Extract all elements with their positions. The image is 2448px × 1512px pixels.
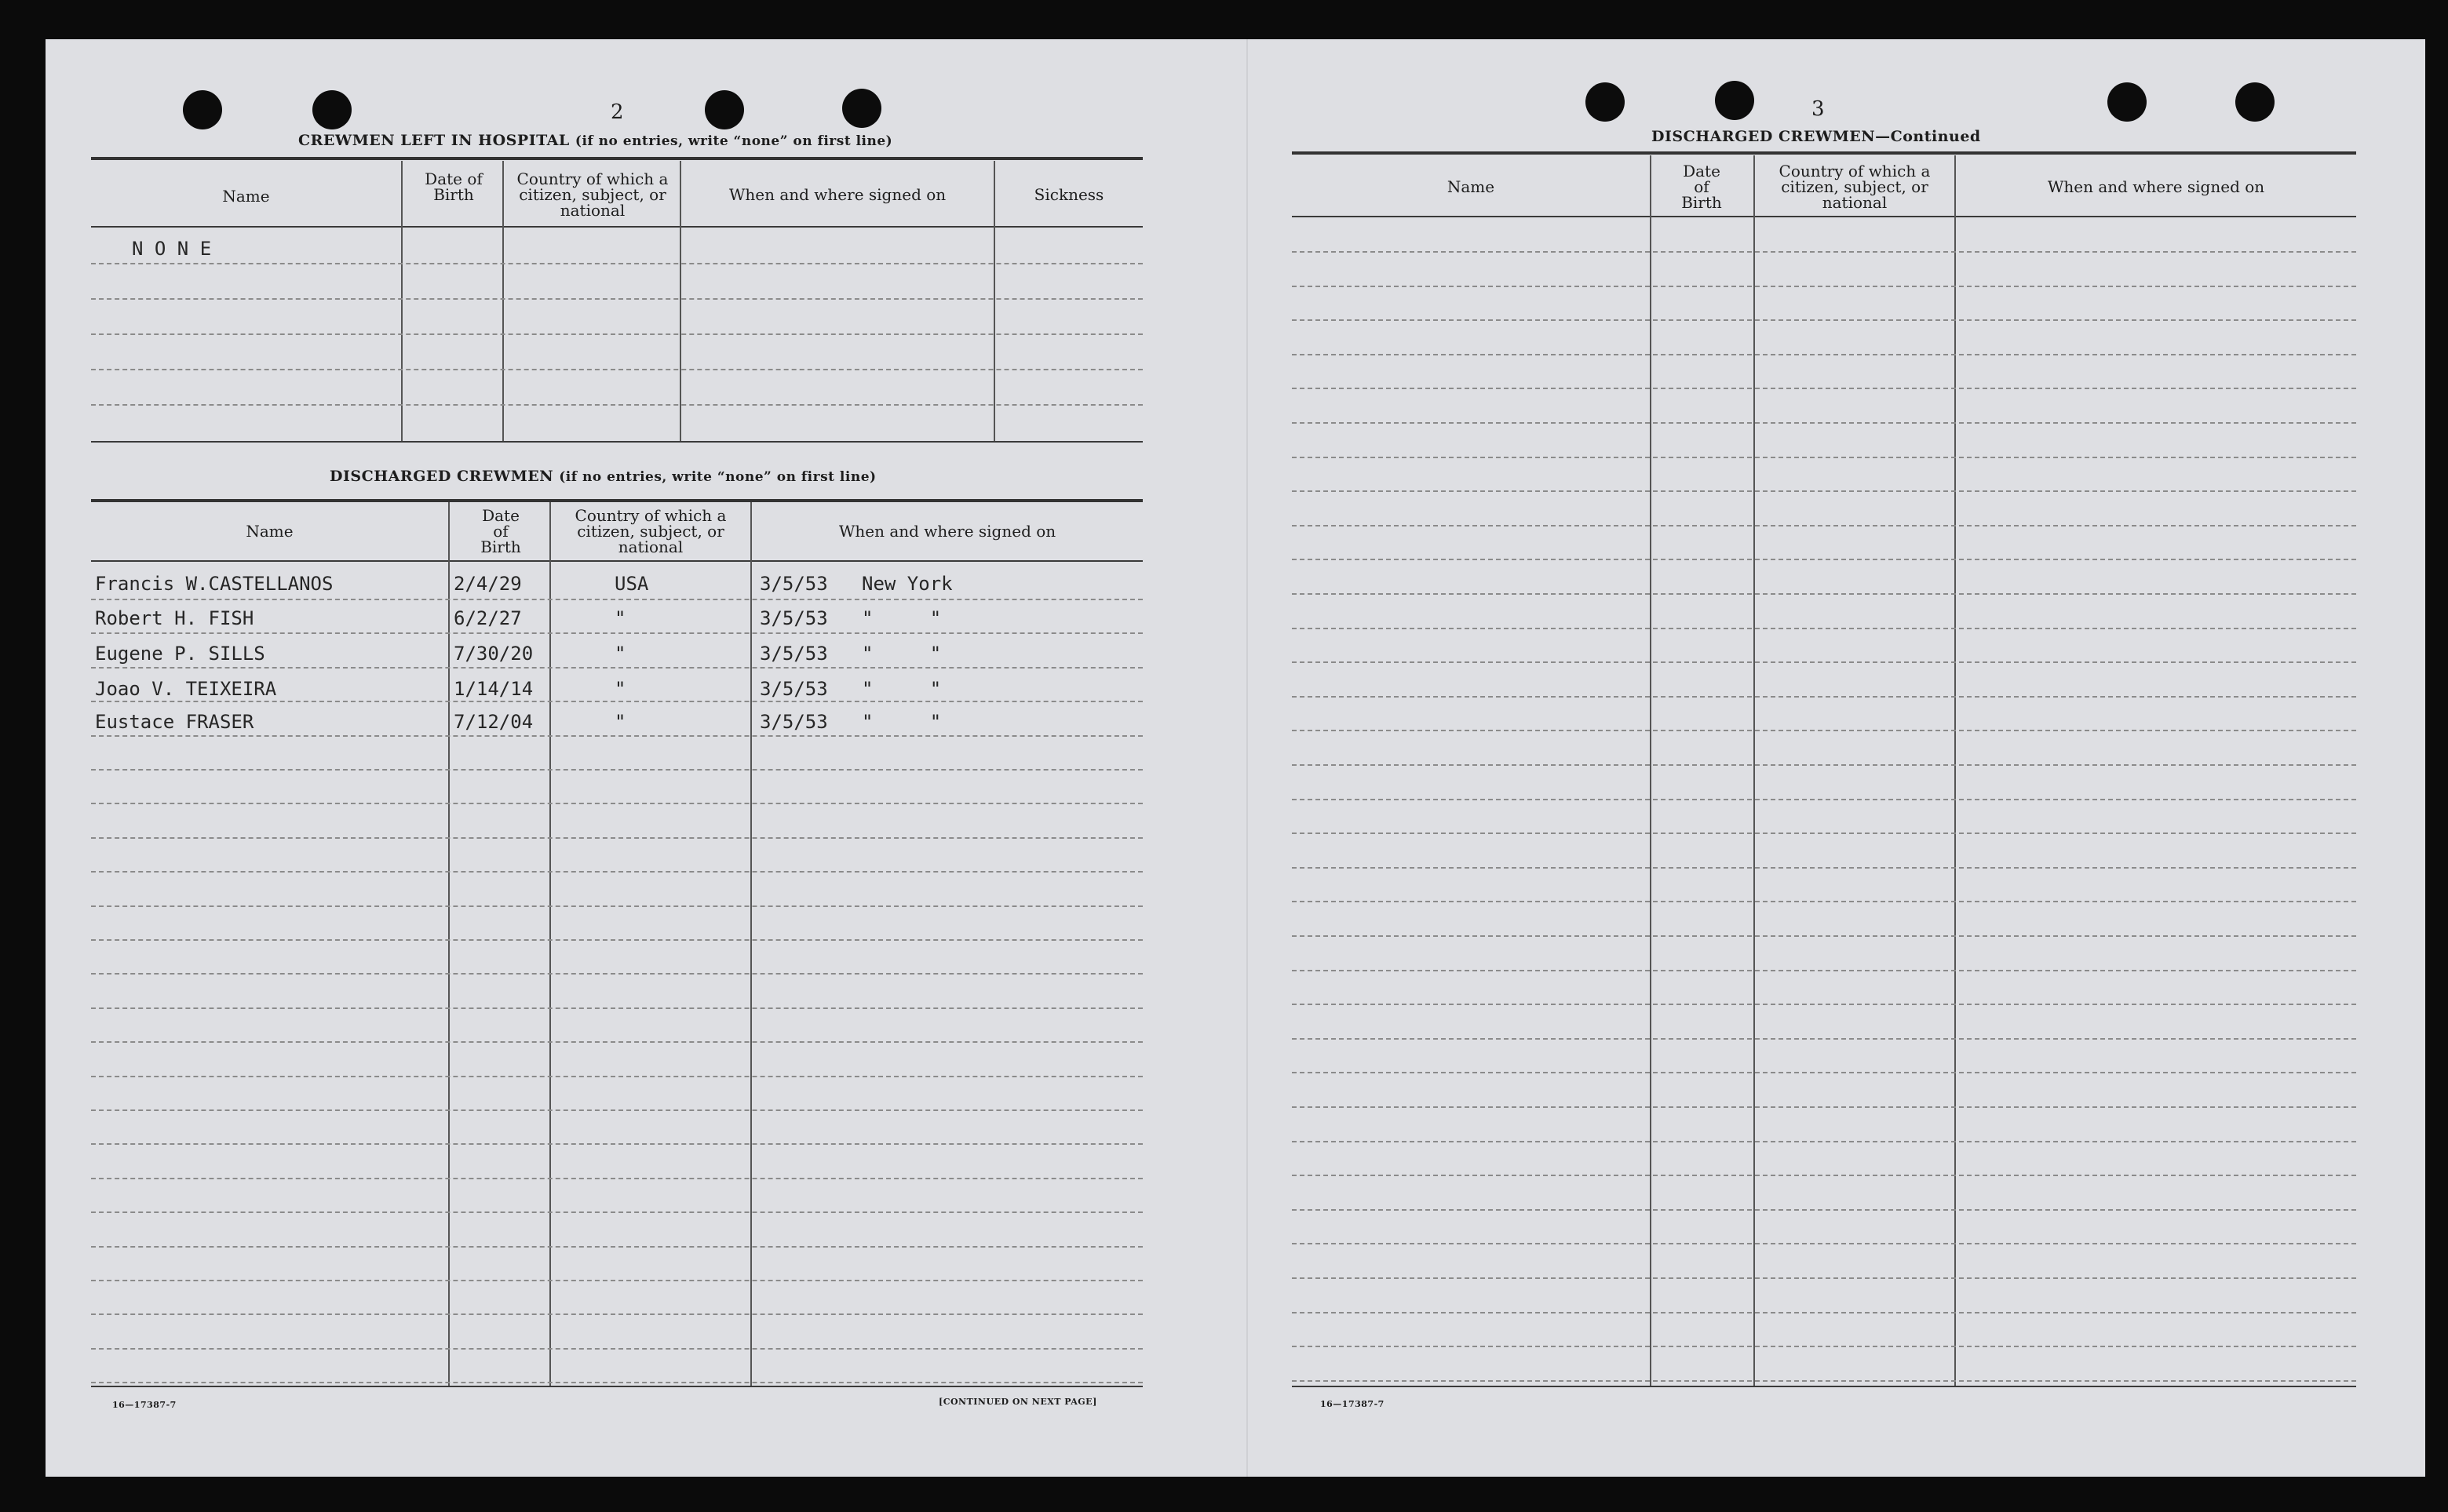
row-line	[1292, 970, 2356, 971]
row-line	[1292, 422, 2356, 424]
row-line	[1292, 1004, 2356, 1005]
row-line	[91, 1143, 1143, 1145]
discharged-col-dob: Date of Birth	[480, 506, 521, 556]
form-page-right	[1246, 39, 2425, 1477]
row-line	[1292, 490, 2356, 492]
punch-hole	[312, 90, 352, 129]
continued-note: [CONTINUED ON NEXT PAGE]	[939, 1397, 1097, 1407]
row-line	[91, 632, 1143, 634]
hospital-col-dob: Date of Birth	[425, 169, 483, 204]
crew-name: Eustace FRASER	[95, 711, 254, 733]
row-line	[91, 701, 1143, 702]
hospital-col-name: Name	[222, 187, 270, 206]
row-line	[91, 599, 1143, 600]
row-line	[1292, 1277, 2356, 1279]
discharged-instruction: (if no entries, write “none” on first line)	[559, 469, 877, 485]
form-number: 16—17387-7	[112, 1400, 177, 1410]
punch-hole	[1715, 81, 1754, 120]
form-page-left	[46, 39, 1246, 1477]
right-col-divider	[1650, 155, 1651, 1386]
hospital-col-sickness: Sickness	[1034, 185, 1104, 204]
discharged-col-divider	[750, 502, 752, 1386]
crew-signed-date: 3/5/53	[760, 607, 828, 629]
row-line	[1292, 1141, 2356, 1142]
row-line	[1292, 286, 2356, 287]
row-line	[91, 1246, 1143, 1248]
discharged-col-signed: When and where signed on	[838, 522, 1056, 541]
row-line	[1292, 661, 2356, 663]
row-line	[91, 905, 1143, 907]
discharged-col-divider	[448, 502, 450, 1386]
right-col-divider	[1753, 155, 1755, 1386]
discharged-section-title	[330, 468, 877, 485]
row-line	[91, 1382, 1143, 1383]
discharged-continued-text: DISCHARGED CREWMEN	[1651, 128, 1876, 145]
row-line	[91, 263, 1143, 264]
row-line	[1292, 1380, 2356, 1382]
right-col-name: Name	[1447, 177, 1495, 196]
crew-signed-date: 3/5/53	[760, 643, 828, 665]
crew-signed-place: " "	[862, 643, 942, 665]
crew-signed-place: " "	[862, 711, 942, 733]
row-line	[1292, 388, 2356, 389]
discharged-top-rule	[91, 499, 1143, 502]
punch-hole	[705, 90, 744, 129]
right-col-signed: When and where signed on	[2047, 177, 2265, 196]
row-line	[91, 1313, 1143, 1315]
row-line	[1292, 1209, 2356, 1211]
crew-country: "	[615, 678, 626, 700]
row-line	[1292, 525, 2356, 526]
row-line	[1292, 730, 2356, 731]
row-line	[91, 1178, 1143, 1179]
crew-name: Francis W.CASTELLANOS	[95, 573, 334, 595]
row-line	[91, 735, 1143, 737]
row-line	[91, 298, 1143, 300]
row-line	[91, 404, 1143, 406]
crew-dob: 1/14/14	[454, 678, 534, 700]
discharged-col-divider	[549, 502, 551, 1386]
crew-name: Eugene P. SILLS	[95, 643, 265, 665]
row-line	[1292, 354, 2356, 355]
punch-hole	[842, 89, 881, 128]
row-line	[91, 1280, 1143, 1281]
discharged-col-name: Name	[246, 522, 294, 541]
hospital-section-title	[298, 132, 892, 149]
row-line	[1292, 935, 2356, 937]
row-line	[91, 1007, 1143, 1009]
crew-dob: 6/2/27	[454, 607, 522, 629]
hospital-col-signed: When and where signed on	[728, 185, 947, 204]
crew-signed-date: 3/5/53	[760, 573, 828, 595]
row-line	[1292, 559, 2356, 560]
row-line	[1292, 867, 2356, 869]
crew-signed-place: " "	[862, 607, 942, 629]
crew-dob: 7/12/04	[454, 711, 534, 733]
hospital-instruction: (if no entries, write “none” on first line)	[575, 133, 893, 149]
row-line	[91, 1211, 1143, 1213]
row-line	[1292, 764, 2356, 766]
row-line	[91, 333, 1143, 335]
crew-signed-place: " "	[862, 678, 942, 700]
discharged-continued-title	[1651, 128, 1981, 145]
row-line	[1292, 319, 2356, 321]
right-header-rule	[1292, 216, 2356, 217]
right-top-rule	[1292, 151, 2356, 155]
right-col-country: Country of which a citizen, subject, or national	[1779, 162, 1931, 212]
row-line	[1292, 1312, 2356, 1313]
row-line	[91, 939, 1143, 941]
crew-country: USA	[615, 573, 649, 595]
row-line	[91, 1109, 1143, 1111]
continued-suffix: —Continued	[1875, 128, 1981, 145]
row-line	[1292, 1072, 2356, 1073]
hospital-col-divider	[680, 161, 681, 441]
form-number: 16—17387-7	[1320, 1399, 1385, 1409]
row-line	[91, 1041, 1143, 1043]
row-line	[91, 837, 1143, 839]
row-line	[1292, 1038, 2356, 1040]
punch-hole	[2107, 82, 2147, 122]
row-line	[1292, 696, 2356, 698]
crew-dob: 2/4/29	[454, 573, 522, 595]
crew-name: Joao V. TEIXEIRA	[95, 678, 277, 700]
row-line	[91, 667, 1143, 669]
hospital-col-country: Country of which a citizen, subject, or national	[516, 169, 669, 220]
crew-country: "	[615, 643, 626, 665]
discharged-header-rule	[91, 560, 1143, 562]
row-line	[1292, 901, 2356, 902]
punch-hole	[2235, 82, 2275, 122]
hospital-entry-none: N O N E	[132, 238, 212, 260]
crew-dob: 7/30/20	[454, 643, 534, 665]
crew-country: "	[615, 607, 626, 629]
crew-signed-date: 3/5/53	[760, 678, 828, 700]
hospital-bottom-rule	[91, 441, 1143, 443]
row-line	[91, 1076, 1143, 1077]
row-line	[1292, 251, 2356, 253]
crew-name: Robert H. FISH	[95, 607, 254, 629]
row-line	[91, 871, 1143, 873]
hospital-top-rule	[91, 157, 1143, 160]
row-line	[1292, 1106, 2356, 1108]
right-col-divider	[1954, 155, 1956, 1386]
row-line	[1292, 1175, 2356, 1176]
discharged-title-text: DISCHARGED CREWMEN	[330, 468, 554, 485]
crew-signed-date: 3/5/53	[760, 711, 828, 733]
right-col-dob: Date of Birth	[1681, 162, 1722, 212]
hospital-title-text: CREWMEN LEFT IN HOSPITAL	[298, 132, 570, 149]
row-line	[91, 973, 1143, 975]
discharged-bottom-rule	[91, 1386, 1143, 1387]
page-number: 2	[611, 100, 624, 124]
right-bottom-rule	[1292, 1386, 2356, 1387]
hospital-col-divider	[401, 161, 403, 441]
row-line	[1292, 457, 2356, 458]
discharged-col-country: Country of which a citizen, subject, or national	[575, 506, 727, 556]
hospital-header-rule	[91, 226, 1143, 228]
row-line	[91, 803, 1143, 804]
row-line	[1292, 628, 2356, 629]
row-line	[1292, 1243, 2356, 1244]
crew-country: "	[615, 711, 626, 733]
page-number: 3	[1811, 97, 1825, 121]
row-line	[1292, 1346, 2356, 1347]
row-line	[91, 769, 1143, 771]
row-line	[1292, 833, 2356, 834]
hospital-col-divider	[994, 161, 995, 441]
row-line	[91, 369, 1143, 370]
hospital-col-divider	[502, 161, 504, 441]
row-line	[1292, 799, 2356, 800]
row-line	[91, 1348, 1143, 1350]
punch-hole	[183, 90, 222, 129]
crew-signed-place: New York	[862, 573, 953, 595]
row-line	[1292, 593, 2356, 595]
punch-hole	[1585, 82, 1625, 122]
